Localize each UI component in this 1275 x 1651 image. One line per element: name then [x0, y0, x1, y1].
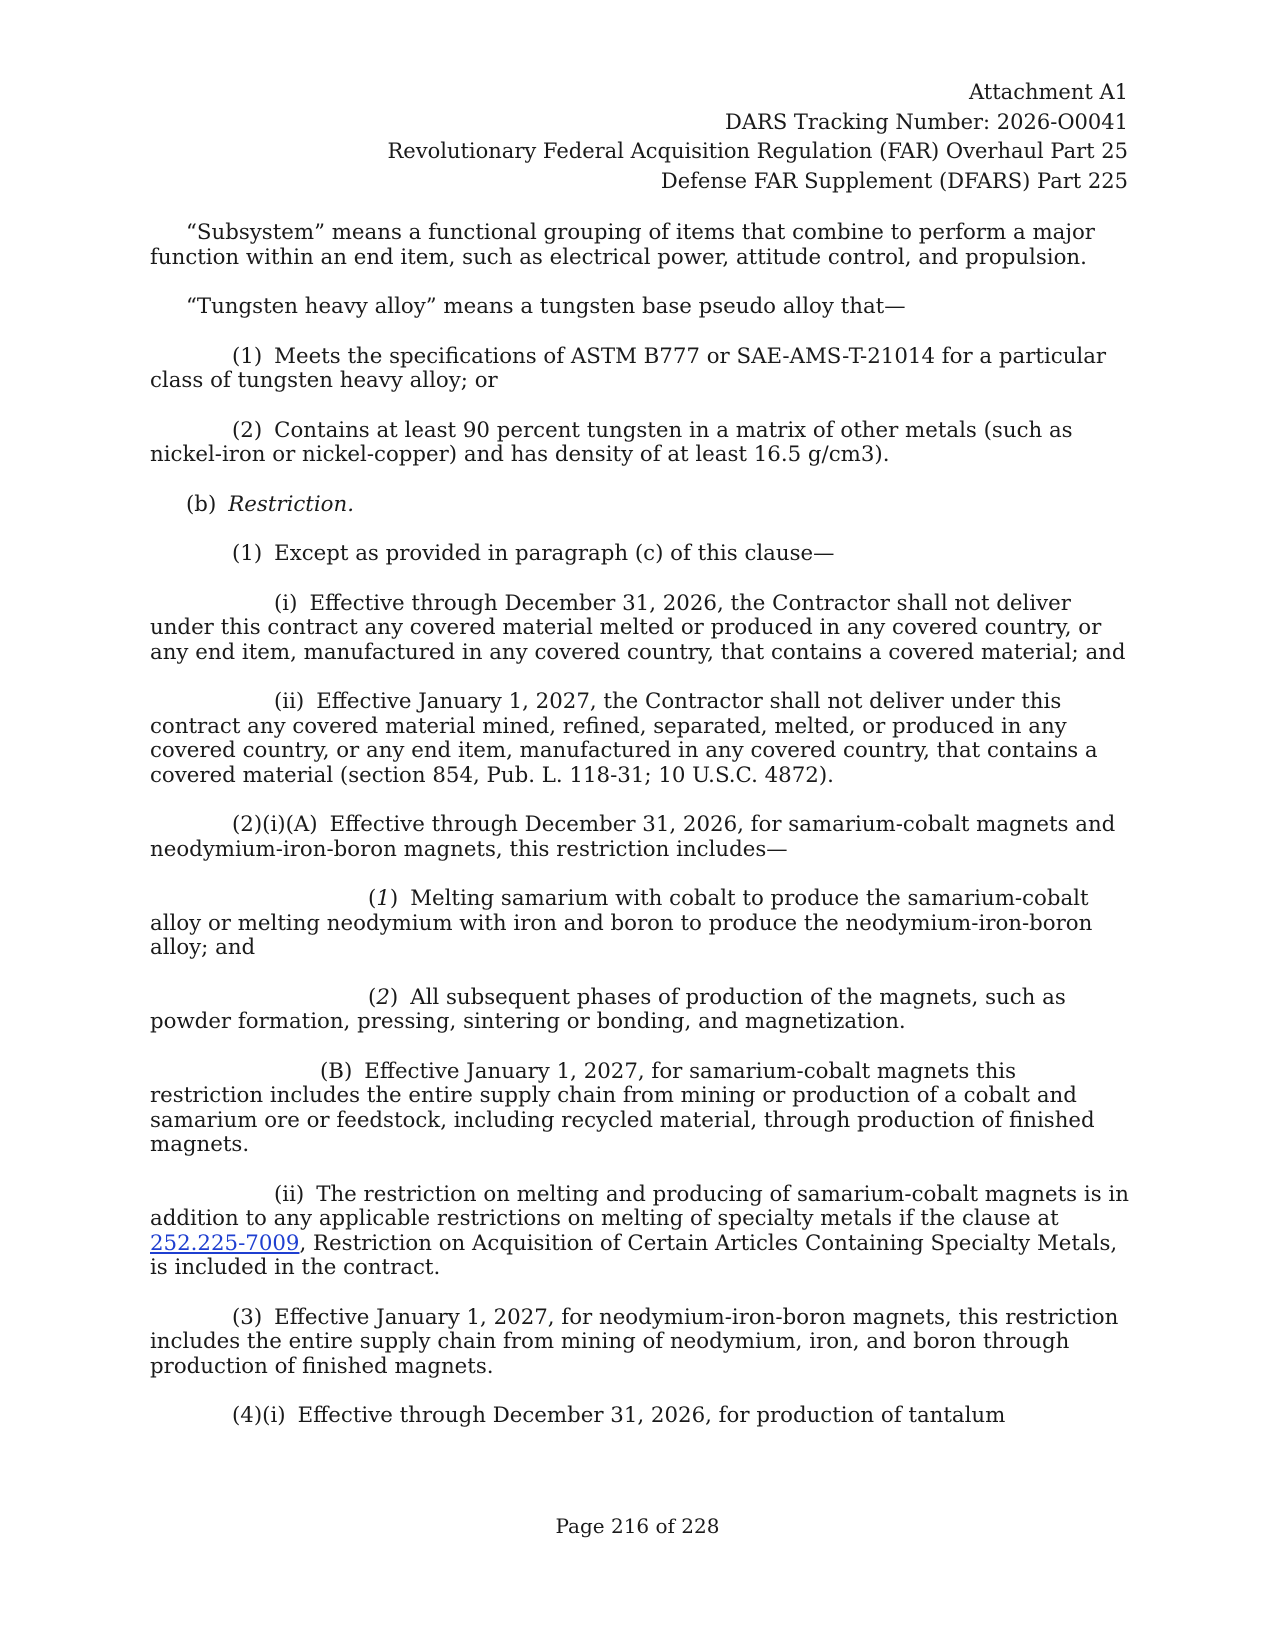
paragraph-text: Except as provided in paragraph (c) of this clause— — [274, 541, 835, 566]
paragraph-text-continued: , Restriction on Acquisition of Certain Articles Containing Specialty Metals, is included in the contract. — [150, 1230, 1118, 1280]
paragraph-label: (4)(i) — [232, 1403, 286, 1428]
paragraph-label: (1) — [232, 541, 263, 566]
paragraph-text: Effective January 1, 2027, for samarium-cobalt magnets this restriction includes the entire supply chain from mining or production of a cobalt and samarium ore or feedstock, including recycled material, through production of finished magnets. — [150, 1058, 1095, 1157]
definition-tungsten-text: “Tungsten heavy alloy” means a tungsten base pseudo alloy that— — [186, 294, 906, 319]
paragraph-label: (2) — [232, 417, 263, 443]
paragraph-label: (3) — [232, 1304, 263, 1330]
paren-open: ( — [368, 886, 377, 911]
paren-close: ) — [389, 886, 399, 911]
definition-tungsten-heavy-alloy — [150, 295, 1130, 320]
paragraph-label: (b) — [186, 491, 217, 517]
restriction-item-1-i — [150, 592, 1130, 666]
restriction-item-1 — [150, 542, 1130, 567]
definition-subsystem-text: “Subsystem” means a functional grouping of items that combine to perform a major function within an end item, such as electrical power, attitude control, and propulsion. — [150, 220, 1095, 270]
paragraph-text: Contains at least 90 percent tungsten in a matrix of other metals (such as nickel-iron or nickel-copper) and has density of at least 16.5 g/cm3). — [150, 417, 1073, 467]
paragraph-text: Effective through December 31, 2026, the Contractor shall not deliver under this contract any covered material melted or produced in any covered country, or any end item, manufactured in any covered country, that contains a covered material; and — [150, 590, 1126, 665]
paragraph-number: 1 — [376, 886, 390, 911]
header-far-part: Revolutionary Federal Acquisition Regulation (FAR) Overhaul Part 25 — [387, 139, 1128, 163]
paragraph-text: Effective through December 31, 2026, for samarium-cobalt magnets and neodymium-iron-boron magnets, this restriction includes— — [150, 812, 1116, 862]
paren-open: ( — [368, 984, 377, 1010]
page-header — [228, 78, 1128, 196]
tungsten-item-2 — [150, 419, 1130, 468]
paragraph-label: (ii) — [274, 689, 305, 714]
document-body — [150, 221, 1130, 1454]
page-number: Page 216 of 228 — [555, 1514, 720, 1538]
paragraph-text: All subsequent phases of production of the magnets, such as powder formation, pressing, sintering or bonding, and magnetization. — [150, 984, 1066, 1034]
paragraph-text: Effective through December 31, 2026, for production of tantalum — [297, 1403, 1006, 1428]
section-heading: Restriction. — [228, 491, 354, 517]
paragraph-text: Effective January 1, 2027, for neodymium-iron-boron magnets, this restriction includes the entire supply chain from mining of neodymium, iron, and boron through production of finished magnets. — [150, 1304, 1119, 1379]
paragraph-label: (ii) — [274, 1181, 305, 1207]
paragraph-label: (2)(i)(A) — [232, 812, 318, 837]
restriction-item-2-i-a-1 — [150, 887, 1130, 961]
restriction-item-2-i-b — [150, 1060, 1130, 1158]
header-dfars-part: Defense FAR Supplement (DFARS) Part 225 — [660, 168, 1128, 193]
restriction-item-1-ii — [150, 690, 1130, 788]
paragraph-label: (1) — [232, 343, 263, 369]
paragraph-text: Melting samarium with cobalt to produce the samarium-cobalt alloy or melting neodymium with iron and boron to produce the neodymium-iron-boron alloy; and — [150, 886, 1093, 960]
restriction-item-2-i-a-2 — [150, 986, 1130, 1035]
clause-252-225-7009-link[interactable]: 252.225-7009 — [150, 1230, 300, 1256]
paragraph-text: The restriction on melting and producing of samarium-cobalt magnets is in addition to any applicable restrictions on melting of specialty metals if the clause at — [150, 1181, 1129, 1231]
paragraph-text: Effective January 1, 2027, the Contractor shall not deliver under this contract any covered material mined, refined, separated, melted, or produced in any covered country, or any end item, manufactured in any covered country, that contains a covered material (section 854, Pub. L. 118-31; 10 U.S.C. 4872). — [150, 689, 1098, 788]
definition-subsystem — [150, 221, 1130, 270]
paragraph-text: Meets the specifications of ASTM B777 or SAE-AMS-T-21014 for a particular class of tungsten heavy alloy; or — [150, 343, 1107, 393]
restriction-item-3 — [150, 1306, 1130, 1380]
paren-close: ) — [389, 984, 399, 1010]
restriction-item-4-i — [150, 1404, 1130, 1429]
section-b-restriction — [150, 493, 1130, 518]
paragraph-label: (i) — [274, 590, 298, 616]
header-attachment: Attachment A1 — [969, 80, 1128, 104]
header-tracking-number: DARS Tracking Number: 2026-O0041 — [725, 109, 1128, 134]
paragraph-number: 2 — [376, 984, 390, 1010]
tungsten-item-1 — [150, 345, 1130, 394]
restriction-item-2-i-a — [150, 813, 1130, 862]
paragraph-label: (B) — [320, 1058, 353, 1084]
restriction-item-2-ii — [150, 1183, 1130, 1281]
